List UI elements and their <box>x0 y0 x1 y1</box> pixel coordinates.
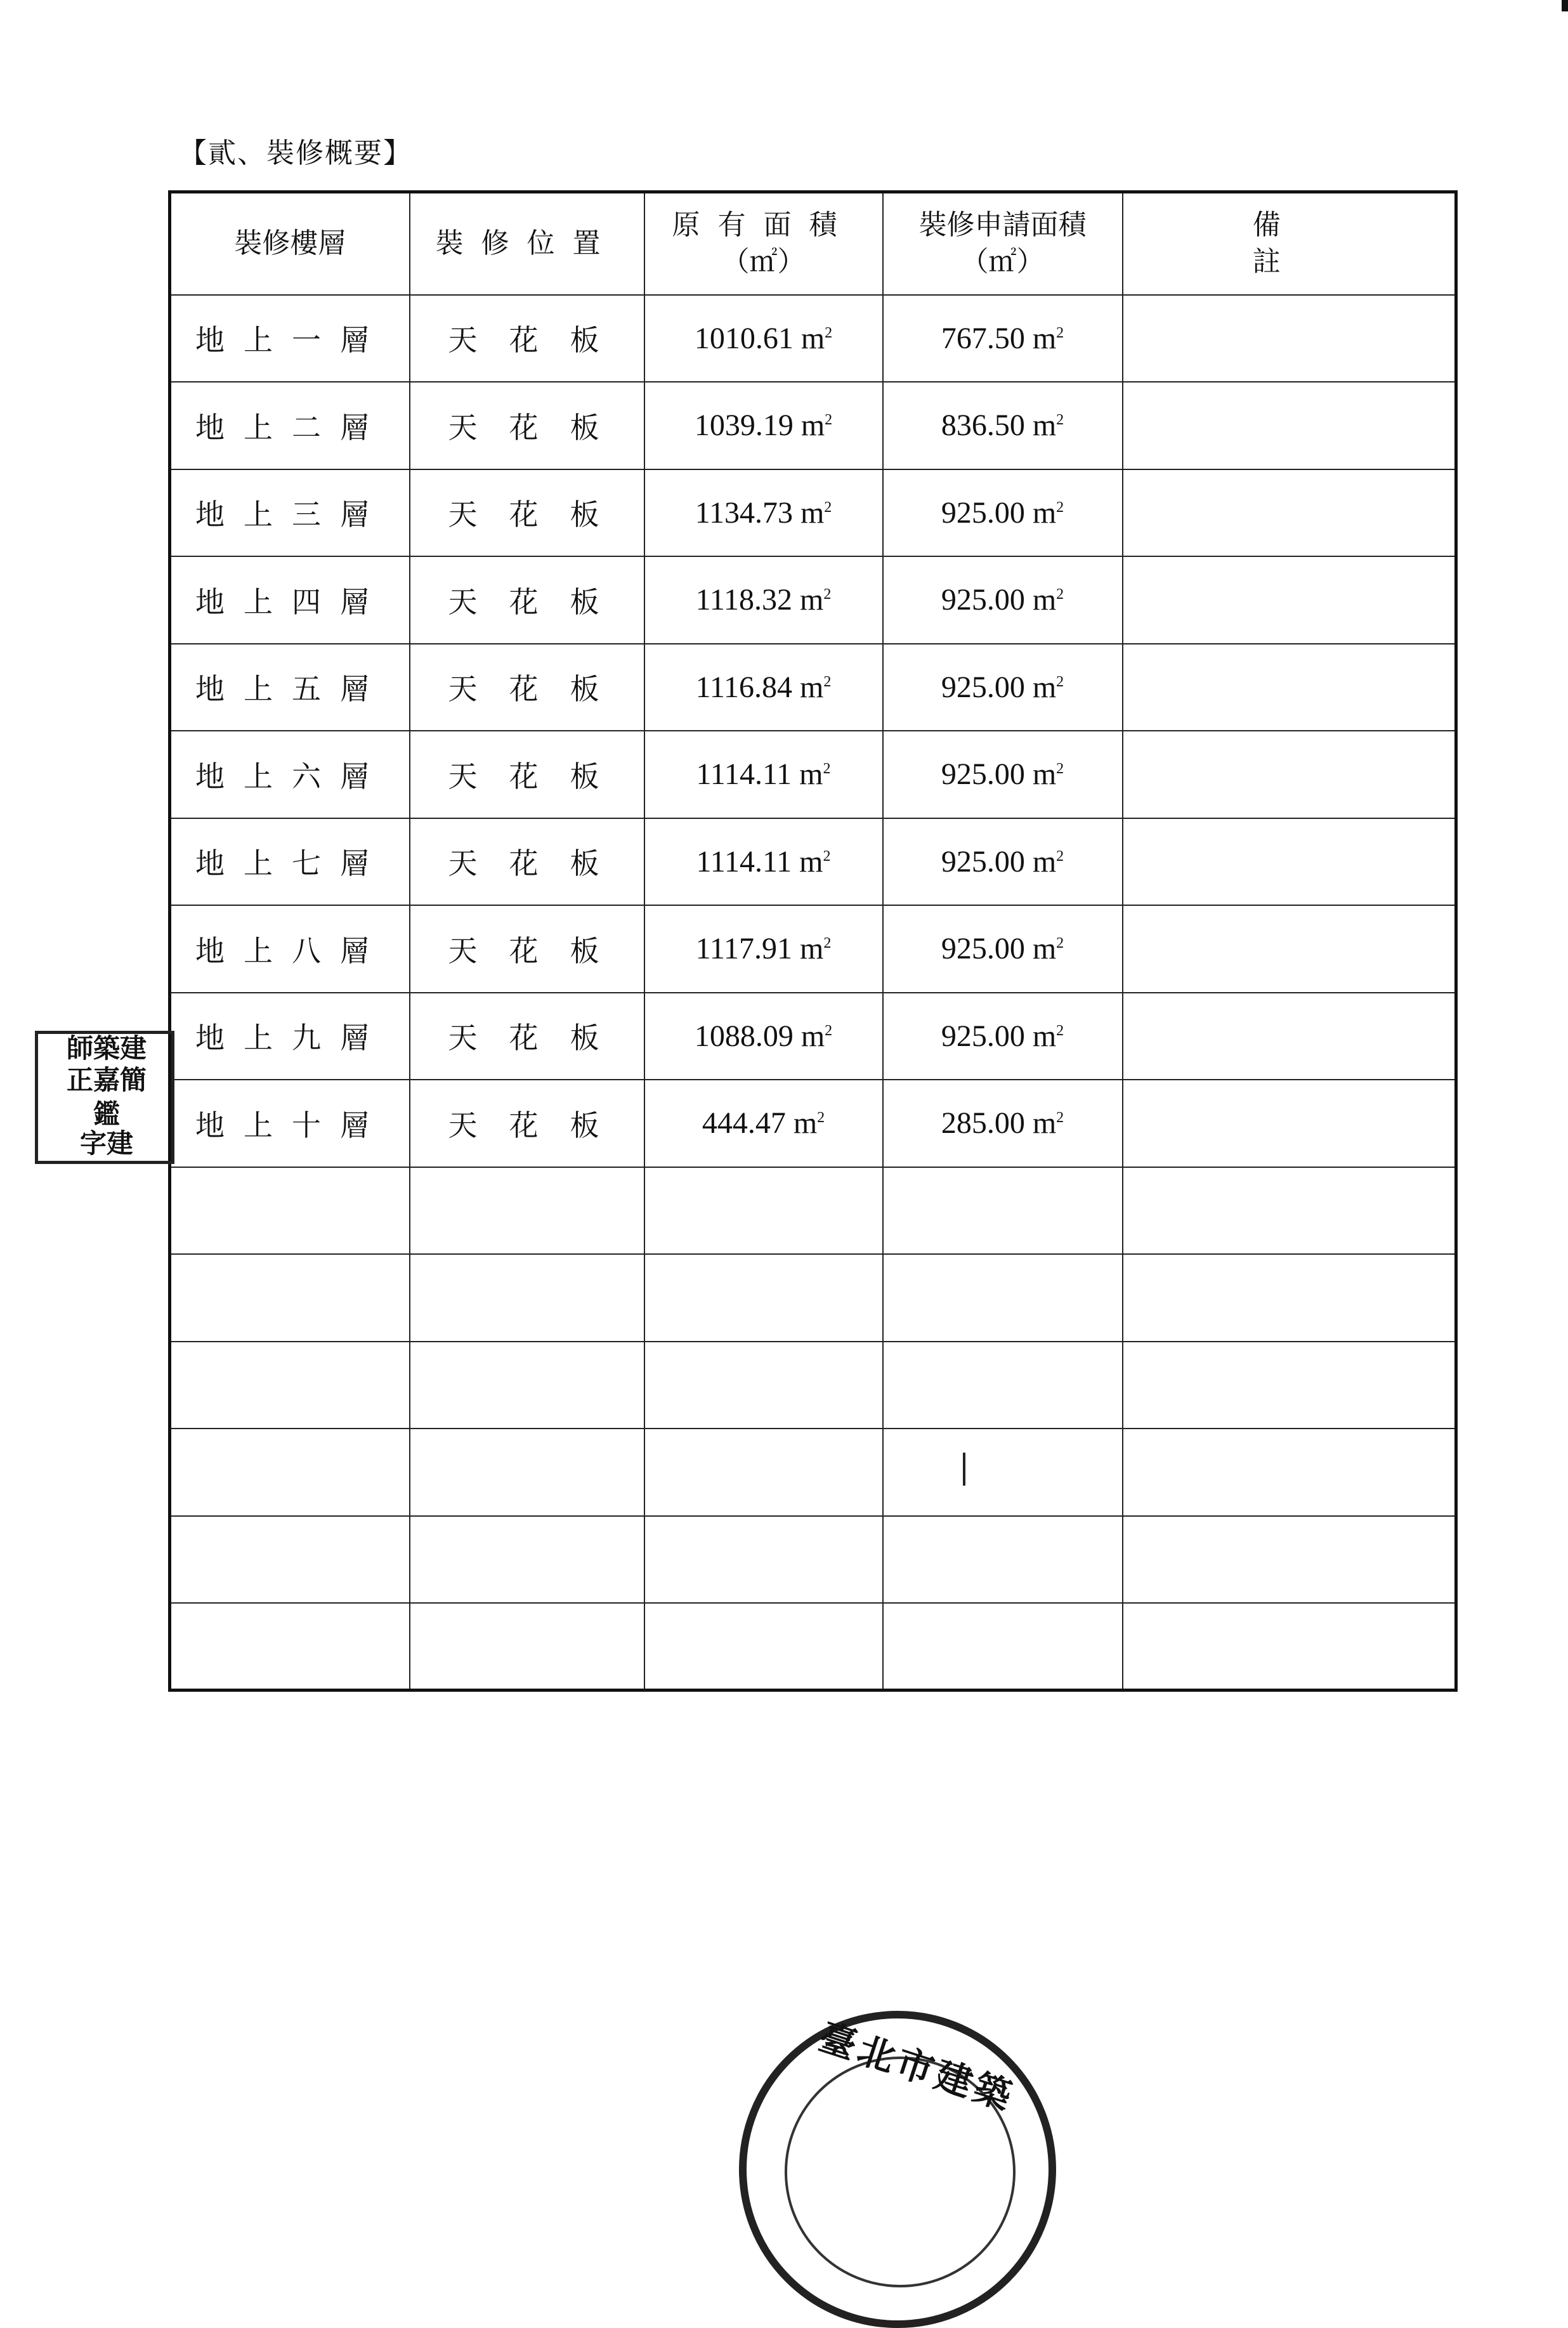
stamp-column: 鑑 <box>89 1100 121 1127</box>
area-unit: $m^2$ <box>1032 757 1064 792</box>
empty-cell <box>410 1429 644 1516</box>
applied-area-cell-value: 925.00 <box>941 495 1025 530</box>
empty-cell <box>1123 1254 1456 1342</box>
position-cell: 天花板 <box>410 993 644 1080</box>
floor-cell: 地上一層 <box>170 295 410 383</box>
empty-cell <box>170 1516 410 1604</box>
original-area-cell-value: 1134.73 <box>695 495 793 530</box>
applied-area-cell <box>883 644 1123 731</box>
applied-area-cell-value: 836.50 <box>941 409 1025 443</box>
area-unit: $m^2$ <box>1032 670 1064 704</box>
official-seal-text: 臺北市建築 <box>813 2015 1021 2119</box>
empty-cell <box>410 1254 644 1342</box>
empty-cell <box>1123 1516 1456 1604</box>
applied-area-cell <box>883 905 1123 993</box>
empty-table-row <box>170 1254 1456 1342</box>
area-unit: $m^2$ <box>800 670 832 704</box>
empty-cell <box>410 1342 644 1429</box>
empty-cell <box>883 1516 1123 1604</box>
empty-cell <box>410 1167 644 1255</box>
floor-cell: 地上二層 <box>170 382 410 469</box>
original-area-cell <box>644 644 883 731</box>
header-applied-area-unit: （㎡） <box>960 245 1045 278</box>
empty-table-row <box>170 1167 1456 1255</box>
original-area-cell-value: 1114.11 <box>696 844 792 879</box>
area-unit: $m^2$ <box>1032 583 1064 617</box>
applied-area-cell <box>883 382 1123 469</box>
header-remarks: 備 註 <box>1123 192 1456 295</box>
remarks-cell <box>1123 556 1456 644</box>
empty-cell <box>170 1254 410 1342</box>
empty-cell <box>410 1603 644 1690</box>
remarks-cell <box>1123 644 1456 731</box>
area-unit: $m^2$ <box>800 583 832 617</box>
remarks-cell <box>1123 905 1456 993</box>
remarks-cell <box>1123 1080 1456 1167</box>
table-row <box>170 469 1456 557</box>
original-area-cell <box>644 295 883 383</box>
empty-cell <box>1123 1603 1456 1690</box>
empty-cell <box>1123 1429 1456 1516</box>
header-original-area-unit: （㎡） <box>721 245 806 278</box>
original-area-cell-value: 1117.91 <box>695 932 793 966</box>
empty-cell <box>644 1603 883 1690</box>
empty-cell <box>1123 1342 1456 1429</box>
table-row <box>170 382 1456 469</box>
remarks-cell <box>1123 295 1456 383</box>
applied-area-cell-value: 925.00 <box>941 757 1025 792</box>
area-unit: $m^2$ <box>800 409 833 443</box>
applied-area-cell-value: 925.00 <box>941 844 1025 879</box>
area-unit: $m^2$ <box>793 1106 825 1141</box>
original-area-cell-value: 1010.61 <box>694 321 794 355</box>
area-unit: $m^2$ <box>800 495 832 530</box>
header-original-area-label: 原有面積 <box>672 209 855 242</box>
floor-cell: 地上四層 <box>170 556 410 644</box>
floor-cell: 地上七層 <box>170 818 410 906</box>
stamp-column: 建字 <box>76 1129 134 1156</box>
applied-area-cell <box>883 556 1123 644</box>
floor-cell: 地上五層 <box>170 644 410 731</box>
original-area-cell-value: 444.47 <box>702 1106 786 1141</box>
table-row <box>170 644 1456 731</box>
empty-cell <box>883 1429 1123 1516</box>
table-row <box>170 731 1456 818</box>
applied-area-cell <box>883 1080 1123 1167</box>
empty-cell <box>410 1516 644 1604</box>
applied-area-cell-value: 925.00 <box>941 932 1025 966</box>
original-area-cell-value: 1039.19 <box>694 409 794 443</box>
table-row <box>170 818 1456 906</box>
stamp-column: 簡嘉正 <box>63 1066 147 1092</box>
applied-area-cell-value: 285.00 <box>941 1106 1025 1141</box>
floor-cell: 地上十層 <box>170 1080 410 1167</box>
position-cell: 天花板 <box>410 905 644 993</box>
remarks-cell <box>1123 818 1456 906</box>
official-seal <box>739 2011 1056 2328</box>
applied-area-cell <box>883 818 1123 906</box>
applied-area-cell-value: 925.00 <box>941 670 1025 704</box>
empty-cell <box>170 1603 410 1690</box>
table-row <box>170 905 1456 993</box>
original-area-cell-value: 1116.84 <box>695 670 793 704</box>
renovation-summary-table <box>168 190 1473 1692</box>
header-floor: 裝修樓層 <box>170 192 410 295</box>
remarks-cell <box>1123 993 1456 1080</box>
empty-cell <box>170 1342 410 1429</box>
area-unit: $m^2$ <box>799 844 831 879</box>
empty-table-row <box>170 1516 1456 1604</box>
floor-cell: 地上三層 <box>170 469 410 557</box>
pen-mark <box>963 1453 965 1486</box>
remarks-cell <box>1123 469 1456 557</box>
position-cell: 天花板 <box>410 469 644 557</box>
area-unit: $m^2$ <box>1032 932 1064 966</box>
position-cell: 天花板 <box>410 556 644 644</box>
position-cell: 天花板 <box>410 818 644 906</box>
area-unit: $m^2$ <box>799 757 831 792</box>
architect-stamp <box>35 1031 174 1164</box>
empty-cell <box>170 1167 410 1255</box>
empty-table-row <box>170 1603 1456 1690</box>
empty-cell <box>1123 1167 1456 1255</box>
floor-cell: 地上六層 <box>170 731 410 818</box>
area-unit: $m^2$ <box>1032 409 1064 443</box>
floor-cell: 地上九層 <box>170 993 410 1080</box>
original-area-cell <box>644 556 883 644</box>
original-area-cell <box>644 731 883 818</box>
section-title: 【貳、裝修概要】 <box>179 137 412 169</box>
table-row <box>170 993 1456 1080</box>
original-area-cell-value: 1118.32 <box>695 583 793 617</box>
original-area-cell <box>644 993 883 1080</box>
applied-area-cell <box>883 731 1123 818</box>
remarks-cell <box>1123 731 1456 818</box>
remarks-cell <box>1123 382 1456 469</box>
empty-cell <box>644 1254 883 1342</box>
scan-corner-mark <box>1562 0 1568 11</box>
area-unit: $m^2$ <box>800 1019 833 1053</box>
applied-area-cell <box>883 469 1123 557</box>
original-area-cell <box>644 818 883 906</box>
empty-table-row <box>170 1429 1456 1516</box>
empty-cell <box>644 1167 883 1255</box>
empty-cell <box>170 1429 410 1516</box>
empty-cell <box>883 1342 1123 1429</box>
position-cell: 天花板 <box>410 731 644 818</box>
position-cell: 天花板 <box>410 1080 644 1167</box>
applied-area-cell <box>883 295 1123 383</box>
empty-cell <box>644 1429 883 1516</box>
header-applied-area <box>883 192 1123 295</box>
table-row <box>170 556 1456 644</box>
position-cell: 天花板 <box>410 295 644 383</box>
original-area-cell <box>644 382 883 469</box>
empty-cell <box>883 1167 1123 1255</box>
position-cell: 天花板 <box>410 644 644 731</box>
area-unit: $m^2$ <box>1032 321 1064 355</box>
empty-cell <box>644 1516 883 1604</box>
original-area-cell-value: 1088.09 <box>694 1019 794 1053</box>
position-cell: 天花板 <box>410 382 644 469</box>
empty-cell <box>883 1254 1123 1342</box>
empty-cell <box>644 1342 883 1429</box>
table-row <box>170 1080 1456 1167</box>
header-applied-area-label: 裝修申請面積 <box>918 209 1087 242</box>
stamp-column: 建築師 <box>63 1034 147 1061</box>
original-area-cell-value: 1114.11 <box>696 757 792 792</box>
applied-area-cell-value: 925.00 <box>941 583 1025 617</box>
applied-area-cell-value: 925.00 <box>941 1019 1025 1053</box>
original-area-cell <box>644 1080 883 1167</box>
original-area-cell <box>644 905 883 993</box>
area-unit: $m^2$ <box>800 932 832 966</box>
area-unit: $m^2$ <box>1032 495 1064 530</box>
applied-area-cell-value: 767.50 <box>941 321 1025 355</box>
area-unit: $m^2$ <box>1032 1019 1064 1053</box>
header-position: 裝修位置 <box>410 192 644 295</box>
floor-cell: 地上八層 <box>170 905 410 993</box>
empty-cell <box>883 1603 1123 1690</box>
area-unit: $m^2$ <box>1032 1106 1064 1141</box>
table-header-row <box>170 192 1456 295</box>
empty-table-row <box>170 1342 1456 1429</box>
area-unit: $m^2$ <box>1032 844 1064 879</box>
original-area-cell <box>644 469 883 557</box>
table-row <box>170 295 1456 383</box>
applied-area-cell <box>883 993 1123 1080</box>
area-unit: $m^2$ <box>800 321 833 355</box>
header-original-area <box>644 192 883 295</box>
